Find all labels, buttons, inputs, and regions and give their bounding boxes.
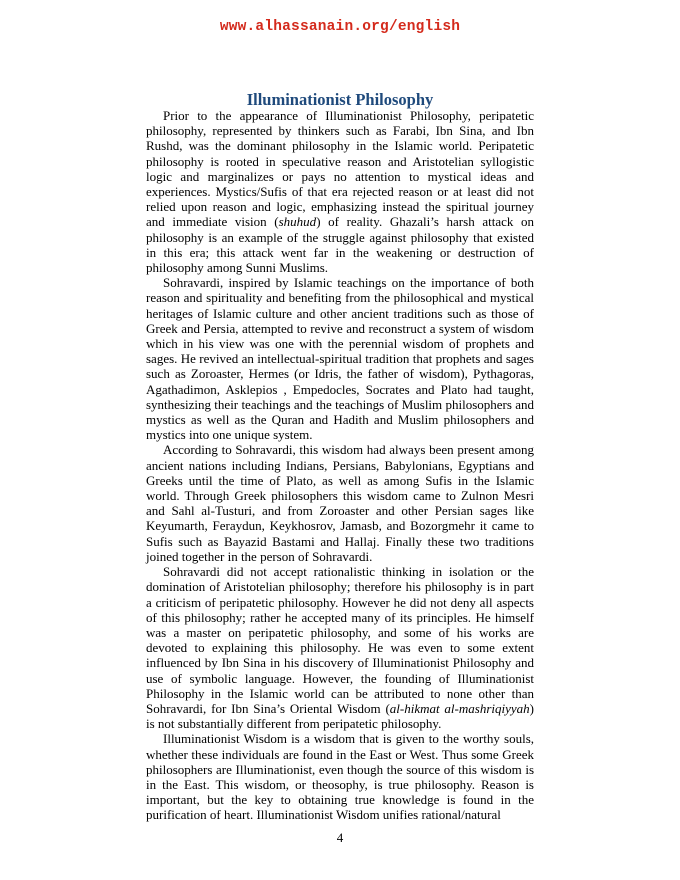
paragraph-text: Sohravardi did not accept rationalistic thinking in isolation or the domination of Aristotelian philosophy; therefore his philosophy is in part a criticism of peripatetic philosophy. However he did not deny all aspects of this philosophy; rather he accepted many of its principles. He himself was a master on peripatetic philosophy, and some of his works are devoted to explaining this philosophy. He was even to some extent influenced by Ibn Sina in his discovery of Illuminationist Philosophy and use of symbolic language. However, the founding of Illuminationist Philosophy in the Islamic world can be attributed to none other than Sohravardi, for Ibn Sina’s Oriental Wisdom ( <box>146 564 534 716</box>
page-number: 4 <box>336 830 344 845</box>
paragraph <box>146 564 534 731</box>
body-text <box>146 108 534 823</box>
paragraph <box>146 108 534 275</box>
paragraph: According to Sohravardi, this wisdom had always been present among ancient nations including Indians, Persians, Babylonians, Egyptians and Greeks until the time of Plato, as well as among Sufis in the Islamic world. Through Greek philosophers this wisdom came to Zulnon Mesri and Sahl al-Tusturi, and from Zoroaster and other Persian sages like Keyumarth, Feraydun, Keykhosrov, Jamasb, and Bozorgmehr it came to Sufis such as Bayazid Bastami and Hallaj. Finally these two traditions joined together in the person of Sohravardi. <box>146 442 534 564</box>
italic-term: shuhud <box>278 214 317 230</box>
paragraph: Illuminationist Wisdom is a wisdom that is given to the worthy souls, whether these individuals are found in the East or West. Thus some Greek philosophers are Illuminationist, even though the source of this wisdom is in the East. This wisdom, or theosophy, is true philosophy. Reason is important, but the key to obtaining true knowledge is found in the purification of heart. Illuminationist Wisdom unifies rational/natural <box>146 731 534 823</box>
site-url-header[interactable]: www.alhassanain.org/english <box>219 19 461 35</box>
paragraph-text: ) is not substantially different from peripatetic philosophy. <box>146 700 534 732</box>
page-title: Illuminationist Philosophy <box>246 90 434 109</box>
paragraph-text: ) of reality. Ghazali’s harsh attack on philosophy is an example of the struggle against philosophy that existed in this era; this attack went far in the weakening or destruction of philosophy among Sunni Muslims. <box>146 214 534 276</box>
paragraph-text: Prior to the appearance of Illuminationist Philosophy, peripatetic philosophy, represented by thinkers such as Farabi, Ibn Sina, and Ibn Rushd, was the dominant philosophy in the Islamic world. Peripatetic philosophy is rooted in speculative reason and Aristotelian syllogistic logic and marginalizes or pays no attention to mystical ideas and experiences. Mystics/Sufis of that era rejected reason or at least did not relied upon reason and logic, emphasizing instead the spiritual journey and immediate vision ( <box>146 108 534 230</box>
italic-term: al-hikmat al-mashriqiyyah <box>389 700 530 716</box>
paragraph: Sohravardi, inspired by Islamic teachings on the importance of both reason and spirituality and benefiting from the philosophical and mystical heritages of Islamic culture and other ancient traditions such as those of Greek and Persia, attempted to revive and reconstruct a system of wisdom which in his view was one with the perennial wisdom of prophets and sages. He revived an intellectual-spiritual tradition that prophets and sages such as Zoroaster, Hermes (or Idris, the father of wisdom), Pythagoras, Agathadimon, Asklepios , Empedocles, Socrates and Plato had taught, synthesizing their teachings and the teachings of Muslim philosophers and mystics as well as the Quran and Hadith and Muslim philosophers and mystics into one unique system. <box>146 275 534 443</box>
